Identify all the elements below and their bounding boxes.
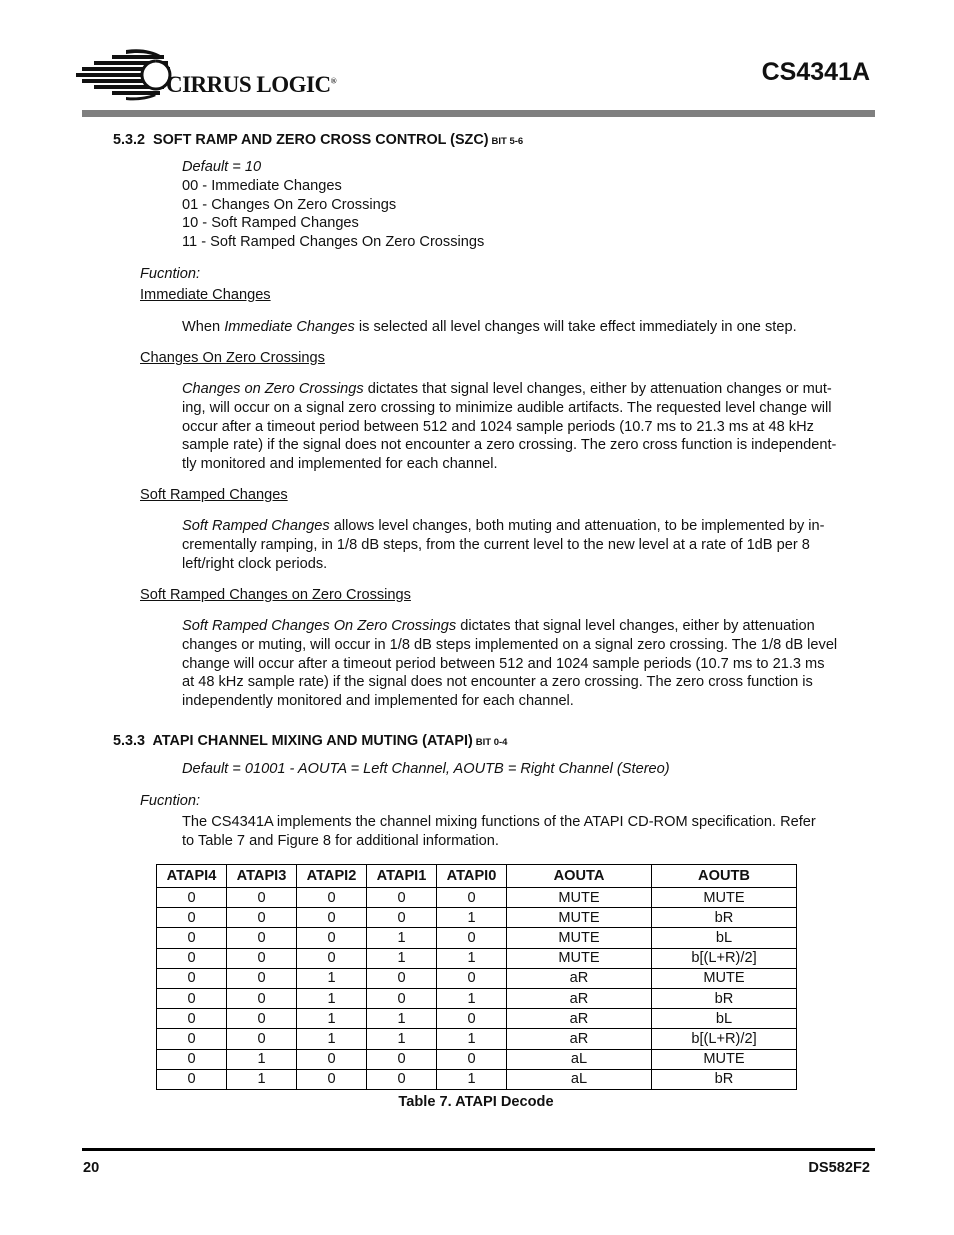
table-cell: bR: [652, 908, 797, 928]
table-cell: 0: [437, 928, 507, 948]
table-row: [157, 908, 797, 928]
table-column-header: ATAPI4: [157, 865, 227, 888]
table-cell: 1: [227, 1069, 297, 1089]
table-cell: 0: [157, 908, 227, 928]
cirrus-logic-logo: [74, 42, 337, 102]
table-cell: 0: [297, 1049, 367, 1069]
szc-option: 00 - Immediate Changes: [182, 178, 342, 194]
table-cell: 0: [157, 1009, 227, 1029]
table-cell: 1: [367, 928, 437, 948]
table-cell: 1: [297, 968, 367, 988]
table-cell: 0: [157, 888, 227, 908]
logo-wordmark: CIRRUS LOGIC®: [166, 72, 337, 97]
logo-swoosh-icon: [74, 42, 174, 102]
page-number: 20: [83, 1160, 100, 1176]
table-cell: 1: [437, 988, 507, 1008]
document-id: DS582F2: [808, 1160, 870, 1176]
section-heading-szc: 5.3.2 SOFT RAMP AND ZERO CROSS CONTROL (SZC) BIT 5-6: [113, 132, 524, 148]
szc-option: 01 - Changes On Zero Crossings: [182, 197, 397, 213]
table-cell: 0: [437, 888, 507, 908]
soft-ramp-paragraph: Soft Ramped Changes allows level changes, both muting and attenuation, to be implemented by in- crementally ramping, in 1/8 dB steps, from the current level to the new level at a rate of 1dB per 8 left/right clock periods.: [182, 518, 825, 572]
table-cell: 0: [157, 968, 227, 988]
table-cell: 0: [227, 1009, 297, 1029]
table-cell: MUTE: [652, 968, 797, 988]
table-cell: bR: [652, 1069, 797, 1089]
table-cell: 1: [367, 1009, 437, 1029]
atapi-default: Default = 01001 - AOUTA = Left Channel, AOUTB = Right Channel (Stereo): [182, 761, 670, 777]
table-cell: 1: [437, 1029, 507, 1049]
immediate-changes-heading: Immediate Changes: [140, 287, 271, 303]
table-cell: b[(L+R)/2]: [652, 1029, 797, 1049]
table-cell: 0: [227, 968, 297, 988]
soft-ramp-zc-heading: Soft Ramped Changes on Zero Crossings: [140, 587, 411, 603]
table-cell: 1: [437, 948, 507, 968]
table-cell: aR: [507, 968, 652, 988]
table-cell: 0: [157, 948, 227, 968]
section-heading-atapi: 5.3.3 ATAPI CHANNEL MIXING AND MUTING (ATAPI) BIT 0-4: [113, 733, 508, 749]
table-cell: 0: [157, 988, 227, 1008]
szc-option: 10 - Soft Ramped Changes: [182, 215, 359, 231]
table-column-header: AOUTA: [507, 865, 652, 888]
table-cell: 0: [227, 948, 297, 968]
footer-divider: [82, 1148, 875, 1151]
immediate-changes-text: When Immediate Changes is selected all level changes will take effect immediately in one step.: [182, 319, 797, 335]
table-cell: 1: [297, 1029, 367, 1049]
table-cell: 0: [297, 888, 367, 908]
table-cell: 0: [437, 1009, 507, 1029]
table-row: [157, 888, 797, 908]
table-cell: aL: [507, 1049, 652, 1069]
header-divider: [82, 110, 875, 117]
table-row: [157, 1029, 797, 1049]
table-cell: 1: [297, 988, 367, 1008]
table-row: [157, 1049, 797, 1069]
szc-function-label: Fucntion:: [140, 266, 201, 282]
table-header-row: [157, 865, 797, 888]
table-cell: 0: [367, 1049, 437, 1069]
table-cell: 0: [297, 1069, 367, 1089]
table-row: [157, 968, 797, 988]
table-cell: 0: [437, 1049, 507, 1069]
table-cell: 0: [297, 908, 367, 928]
table-cell: 1: [367, 1029, 437, 1049]
table-cell: 0: [367, 968, 437, 988]
table-cell: bR: [652, 988, 797, 1008]
table-cell: 0: [297, 948, 367, 968]
table-cell: MUTE: [507, 928, 652, 948]
table-cell: 0: [297, 928, 367, 948]
table-cell: 0: [227, 988, 297, 1008]
table-row: [157, 988, 797, 1008]
table-caption: Table 7. ATAPI Decode: [398, 1094, 554, 1110]
table-cell: 0: [367, 1069, 437, 1089]
table-column-header: AOUTB: [652, 865, 797, 888]
table-cell: 1: [437, 1069, 507, 1089]
table-cell: 0: [227, 908, 297, 928]
table-cell: 0: [367, 888, 437, 908]
atapi-function-label: Fucntion:: [140, 793, 201, 809]
table-cell: MUTE: [507, 908, 652, 928]
table-cell: 0: [367, 988, 437, 1008]
atapi-decode-table: [156, 864, 797, 1090]
atapi-description: The CS4341A implements the channel mixing functions of the ATAPI CD-ROM specification. Refer to Table 7 and Figure 8 for additional information.: [182, 814, 816, 849]
table-cell: MUTE: [652, 888, 797, 908]
page-header: [74, 40, 874, 110]
table-cell: aL: [507, 1069, 652, 1089]
table-cell: 0: [227, 1029, 297, 1049]
table-cell: aR: [507, 1009, 652, 1029]
table-row: [157, 928, 797, 948]
table-row: [157, 948, 797, 968]
table-cell: b[(L+R)/2]: [652, 948, 797, 968]
table-cell: 0: [227, 928, 297, 948]
zero-cross-paragraph: Changes on Zero Crossings dictates that signal level changes, either by attenuation changes or mut- ing, will occur on a signal zero crossing to minimize audible artifacts. The requested level change will occur after a timeout period between 512 and 1024 sample periods (10.7 ms to 21.3 ms at 48 kHz sample rate) if the signal does not encounter a zero crossing. The zero cross function is independent- tly monitored and implemented for each channel.: [182, 381, 837, 473]
table-cell: 0: [157, 1069, 227, 1089]
zero-cross-heading: Changes On Zero Crossings: [140, 350, 325, 366]
table-cell: MUTE: [507, 888, 652, 908]
table-cell: aR: [507, 1029, 652, 1049]
table-cell: MUTE: [507, 948, 652, 968]
table-cell: bL: [652, 928, 797, 948]
table-cell: 1: [297, 1009, 367, 1029]
part-number: CS4341A: [761, 58, 870, 86]
table-row: [157, 1069, 797, 1089]
table-cell: 0: [157, 1049, 227, 1069]
table-cell: 0: [437, 968, 507, 988]
table-cell: 1: [227, 1049, 297, 1069]
table-cell: 0: [157, 928, 227, 948]
table-cell: bL: [652, 1009, 797, 1029]
table-cell: aR: [507, 988, 652, 1008]
table-column-header: ATAPI1: [367, 865, 437, 888]
table-row: [157, 1009, 797, 1029]
table-column-header: ATAPI2: [297, 865, 367, 888]
soft-ramp-zc-paragraph: Soft Ramped Changes On Zero Crossings dictates that signal level changes, either by attenuation changes or muting, will occur in 1/8 dB steps implemented on a signal zero crossing. The 1/8 dB level change will occur after a timeout period between 512 and 1024 sample periods (10.7 ms to 21.3 ms at 48 kHz sample rate) if the signal does not encounter a zero crossing. The zero cross function is independently monitored and implemented for each channel.: [182, 618, 838, 710]
szc-option: 11 - Soft Ramped Changes On Zero Crossings: [182, 234, 485, 250]
soft-ramp-heading: Soft Ramped Changes: [140, 487, 288, 503]
table-cell: 0: [227, 888, 297, 908]
szc-default: Default = 10: [182, 159, 262, 175]
table-cell: 0: [157, 1029, 227, 1049]
table-cell: MUTE: [652, 1049, 797, 1069]
table-column-header: ATAPI3: [227, 865, 297, 888]
table-cell: 1: [367, 948, 437, 968]
table-cell: 1: [437, 908, 507, 928]
table-cell: 0: [367, 908, 437, 928]
table-column-header: ATAPI0: [437, 865, 507, 888]
